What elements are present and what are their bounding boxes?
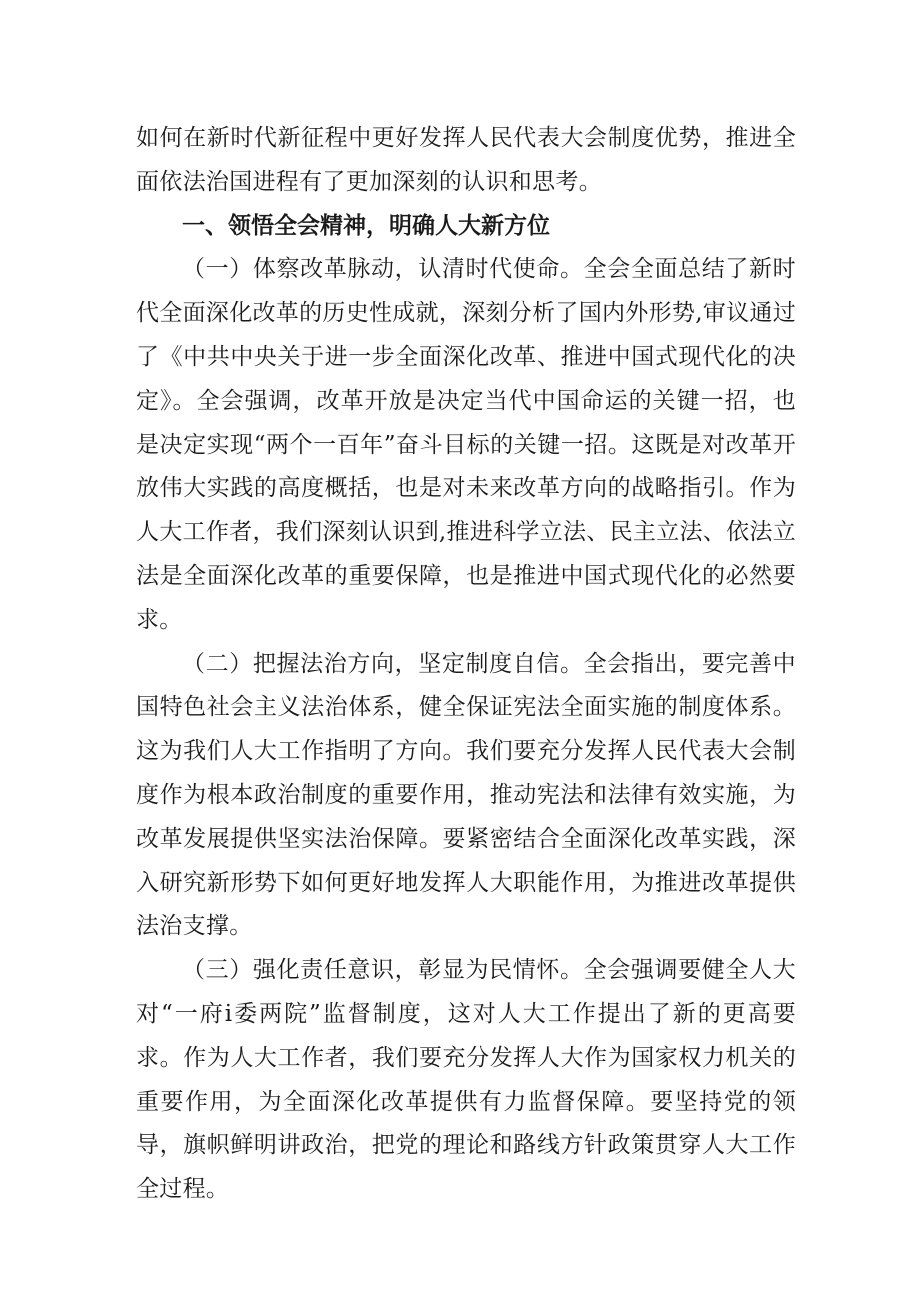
paragraph-2: （二）把握法治方向，坚定制度自信。全会指出，要完善中国特色社会主义法治体系，健全保证宪法全面实施的制度体系。这为我们人大工作指明了方向。我们要充分发挥人民代表大会制度作为根本政治制度的重要作用，推动宪法和法律有效实施，为改革发展提供坚实法治保障。要紧密结合全面深化改革实践，深入研究新形势下如何更好地发挥人大职能作用，为推进改革提供法治支撑。 xyxy=(136,650,796,940)
paragraph-1: （一）体察改革脉动，认清时代使命。全会全面总结了新时代全面深化改革的历史性成就，深刻分析了国内外形势,审议通过了《中共中央关于进一步全面深化改革、推进中国式现代化的决定》。全会强调，改革开放是决定当代中国命运的关键一招，也是决定实现“两个一百年”奋斗目标的关键一招。这既是对改革开放伟大实践的高度概括，也是对未来改革方向的战略指引。作为人大工作者，我们深刻认识到,推进科学立法、民主立法、依法立法是全面深化改革的重要保障，也是推进中国式现代化的必然要求。 xyxy=(136,256,797,633)
intro-paragraph: 如何在新时代新征程中更好发挥人民代表大会制度优势，推进全面依法治国进程有了更加深刻的认识和思考。 xyxy=(136,125,796,195)
paragraph-3: （三）强化责任意识，彰显为民情怀。全会强调要健全人大对“一府i委两院”监督制度，这对人大工作提出了新的更高要求。作为人大工作者，我们要充分发挥人大作为国家权力机关的重要作用，为全面深化改革提供有力监督保障。要坚持党的领导，旗帜鲜明讲政治，把党的理论和路线方针政策贯穿人大工作全过程。 xyxy=(136,957,796,1203)
document-body xyxy=(136,117,796,1212)
section-heading: 一、领悟全会精神，明确人大新方位 xyxy=(182,212,550,239)
